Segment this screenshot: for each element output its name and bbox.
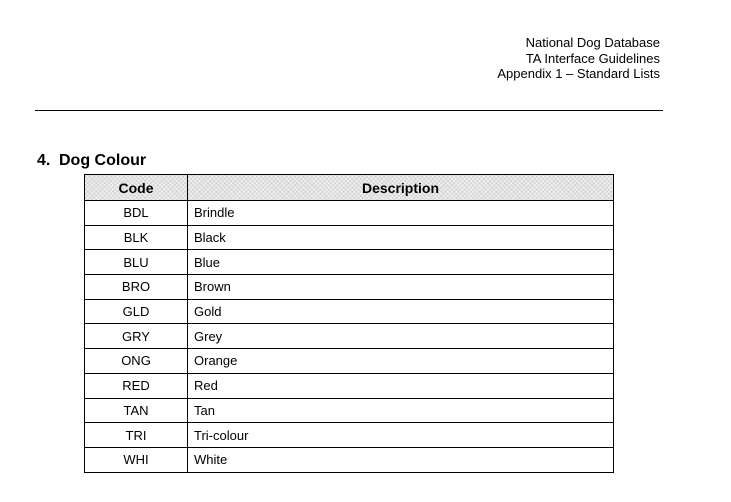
header-appendix-title: Appendix 1 – Standard Lists	[497, 66, 660, 81]
table-row	[85, 250, 614, 275]
section-title: Dog Colour	[59, 152, 147, 169]
table-row	[85, 201, 614, 226]
description-cell: Brindle	[188, 201, 614, 226]
description-cell: Black	[188, 225, 614, 250]
code-cell: GLD	[85, 299, 188, 324]
header-guidelines-title: TA Interface Guidelines	[525, 50, 660, 66]
description-cell: Red	[188, 373, 614, 398]
section-number: 4.	[37, 152, 51, 169]
description-cell: Grey	[188, 324, 614, 349]
table-row	[85, 225, 614, 250]
description-cell: White	[188, 447, 614, 472]
table-row	[85, 423, 614, 448]
table-row	[85, 373, 614, 398]
document-header	[497, 35, 660, 82]
header-divider	[35, 110, 663, 111]
code-cell: BDL	[85, 201, 188, 226]
code-cell: TAN	[85, 398, 188, 423]
section-heading	[37, 151, 146, 171]
code-cell: ONG	[85, 349, 188, 374]
description-cell: Brown	[188, 275, 614, 300]
table-row	[85, 447, 614, 472]
table-row	[85, 299, 614, 324]
code-cell: TRI	[85, 423, 188, 448]
table-row	[85, 324, 614, 349]
code-cell: BLU	[85, 250, 188, 275]
dog-colour-table	[84, 174, 614, 473]
column-header-description: Description	[188, 175, 614, 201]
code-cell: BRO	[85, 275, 188, 300]
description-cell: Blue	[188, 250, 614, 275]
description-cell: Tri-colour	[188, 423, 614, 448]
description-cell: Orange	[188, 349, 614, 374]
table-header-row	[85, 175, 614, 201]
description-cell: Tan	[188, 398, 614, 423]
code-cell: BLK	[85, 225, 188, 250]
column-header-code: Code	[85, 175, 188, 201]
code-cell: WHI	[85, 447, 188, 472]
code-cell: GRY	[85, 324, 188, 349]
table-row	[85, 349, 614, 374]
code-cell: RED	[85, 373, 188, 398]
description-cell: Gold	[188, 299, 614, 324]
table-row	[85, 275, 614, 300]
table-row	[85, 398, 614, 423]
header-database-name: National Dog Database	[525, 35, 660, 50]
